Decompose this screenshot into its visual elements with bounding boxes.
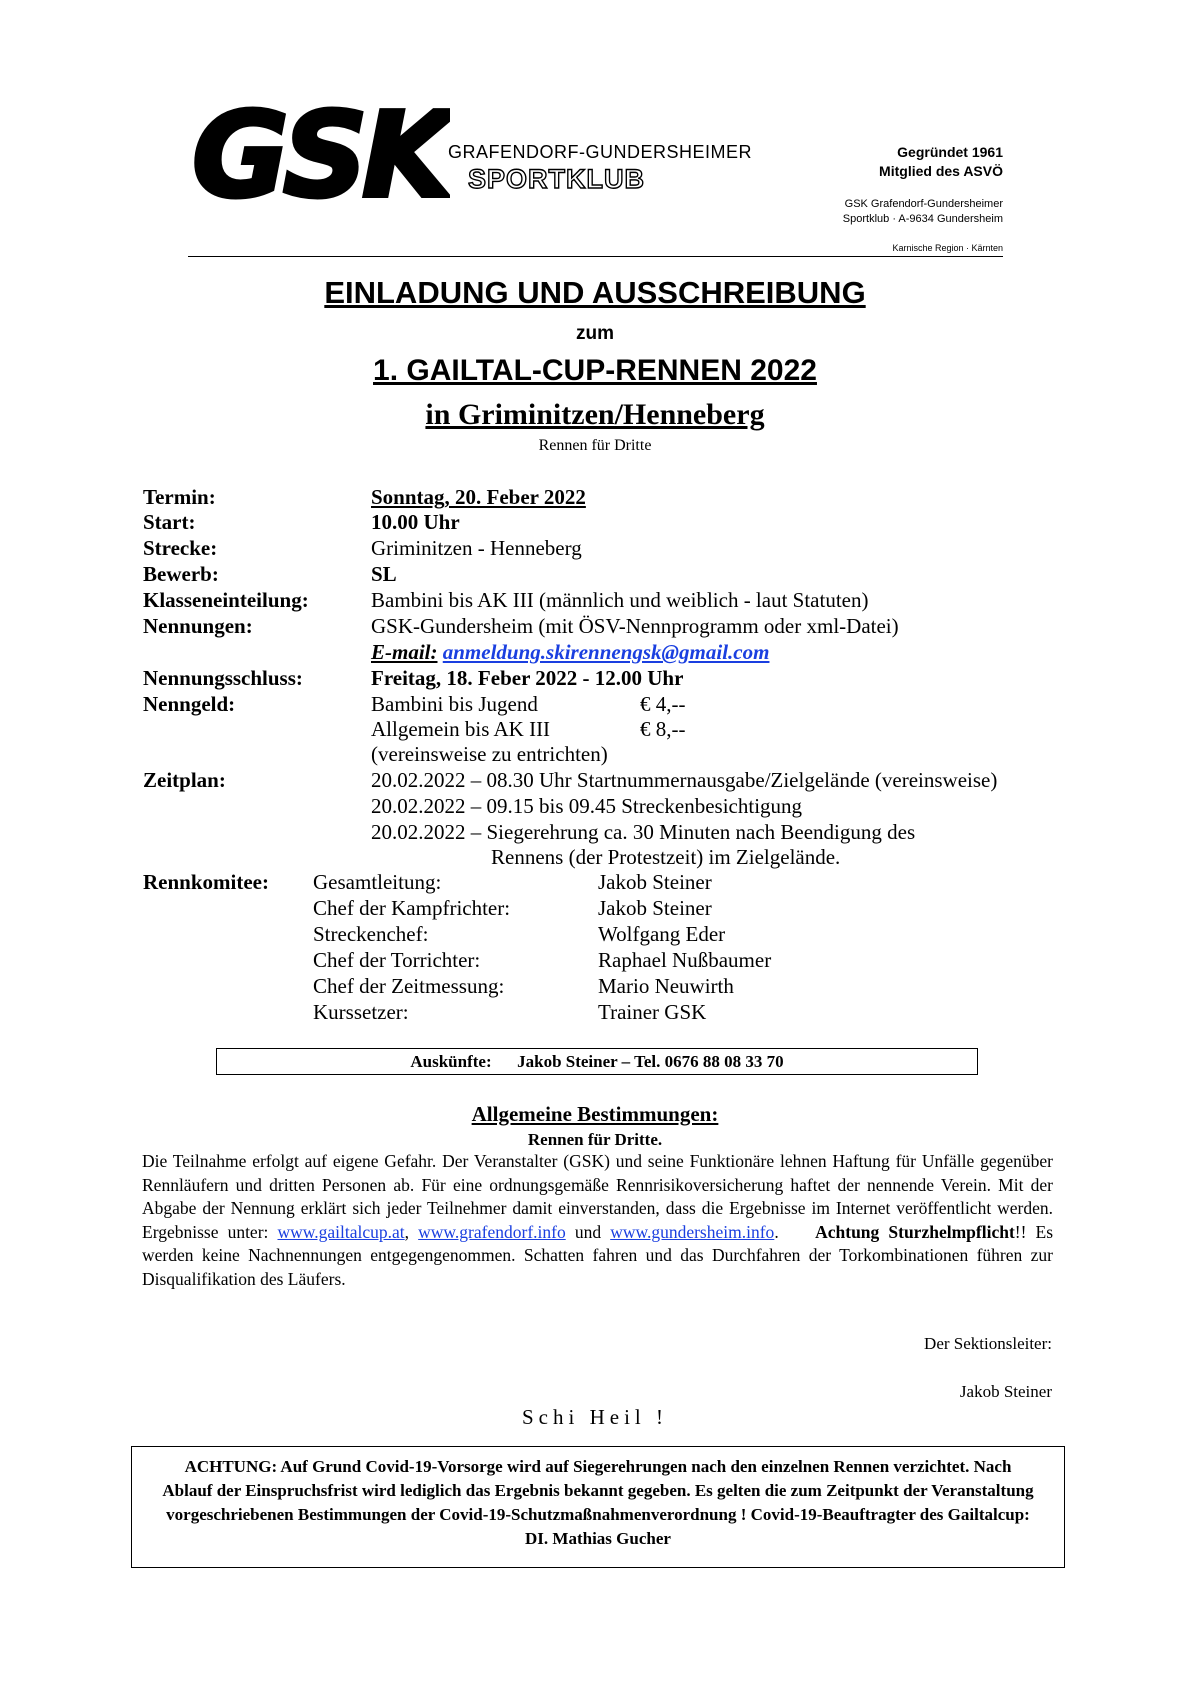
bestimmungen-subtitle: Rennen für Dritte. [527,1130,663,1149]
strecke-label: Strecke: [143,536,218,560]
email-line [371,640,769,665]
club-name-line2: SPORTKLUB [468,164,645,194]
start-label: Start: [143,510,196,534]
nenngeld-row1: Bambini bis Jugend [371,692,538,716]
bewerb-value: SL [371,562,397,586]
schluss-value: Freitag, 18. Feber 2022 - 12.00 Uhr [371,666,684,690]
komitee-role: Gesamtleitung: [313,870,442,894]
komitee-name: Mario Neuwirth [598,974,734,998]
termin-value: Sonntag, 20. Feber 2022 [371,485,586,509]
bewerb-label: Bewerb: [143,562,219,586]
region-text: Karnische Region · Kärnten [892,243,1003,253]
signature-name: Jakob Steiner [959,1382,1052,1401]
title-zum: zum [576,323,614,344]
header-divider [188,256,1003,257]
komitee-name: Jakob Steiner [598,870,712,894]
zeitplan-label: Zeitplan: [143,768,226,792]
komitee-role: Chef der Torrichter: [313,948,481,972]
location-title: in Griminitzen/Henneberg [425,398,765,431]
strecke-value: Griminitzen - Henneberg [371,536,582,560]
founded-text: Gegründet 1961 [897,144,1003,160]
komitee-name: Wolfgang Eder [598,922,726,946]
auskunft-box [216,1048,978,1075]
zeitplan-line1: 20.02.2022 – 08.30 Uhr Startnummernausgabe/Zielgelände (vereinsweise) [371,768,998,792]
auskunft-value: Jakob Steiner – Tel. 0676 88 08 33 70 [517,1052,784,1071]
komitee-role: Chef der Zeitmessung: [313,974,505,998]
member-text: Mitglied des ASVÖ [879,163,1003,179]
komitee-name: Jakob Steiner [598,896,712,920]
komitee-role: Chef der Kampfrichter: [313,896,511,920]
address-line1: GSK Grafendorf-Gundersheimer [844,198,1003,210]
signature-role: Der Sektionsleiter: [924,1334,1052,1353]
klassen-label: Klasseneinteilung: [143,588,309,612]
nenngeld-note: (vereinsweise zu entrichten) [371,742,608,766]
covid-notice-box: ACHTUNG: Auf Grund Covid-19-Vorsorge wird auf Siegerehrungen nach den einzelnen Rennen verzichtet. Nach Ablauf der Einspruchsfrist wird lediglich das Ergebnis bekannt gegeben. Es gelten die zum Zeitpunkt der Veranstaltung vorgeschriebenen Bestimmungen der Covid-19-Schutzmaßnahmenverordnung ! Covid-19-Beauftragter des Gailtalcup: DI. Mathias Gucher [131,1446,1065,1568]
komitee-role: Streckenchef: [313,922,429,946]
schluss-label: Nennungsschluss: [143,666,303,690]
start-value: 10.00 Uhr [371,510,460,534]
race-title: 1. GAILTAL-CUP-RENNEN 2022 [373,354,817,387]
komitee-name: Raphael Nußbaumer [598,948,772,972]
helmet-notice: Achtung Sturzhelmpflicht [815,1221,1015,1242]
nenngeld-row2: Allgemein bis AK III [371,717,551,741]
termin-label: Termin: [143,485,216,509]
auskunft-label: Auskünfte: [410,1052,492,1071]
bestimmungen-title: Allgemeine Bestimmungen: [471,1102,719,1126]
zeitplan-line4: Rennens (der Protestzeit) im Zielgelände. [491,845,841,869]
race-subtitle: Rennen für Dritte [538,437,652,454]
address-line2: Sportklub · A-9634 Gundersheim [842,213,1003,225]
komitee-role: Kurssetzer: [313,1000,409,1024]
gsk-logo [190,88,450,218]
zeitplan-line2: 20.02.2022 – 09.15 bis 09.45 Streckenbesichtigung [371,794,803,818]
link-grafendorf[interactable]: www.grafendorf.info [418,1221,566,1242]
link-gundersheim[interactable]: www.gundersheim.info [610,1221,775,1242]
greeting: Schi Heil ! [522,1405,668,1429]
main-title: EINLADUNG UND AUSSCHREIBUNG [324,275,866,310]
komitee-label: Rennkomitee: [143,870,269,894]
email-label: E-mail: [371,640,438,664]
email-link[interactable]: anmeldung.skirennengsk@gmail.com [442,640,770,664]
nenngeld-amount1: € 4,-- [640,692,686,716]
nenngeld-amount2: € 8,-- [640,717,686,741]
bestimmungen-text: Die Teilnahme erfolgt auf eigene Gefahr. Der Veranstalter (GSK) und seine Funktionäre lehnen Haftung für Unfälle gegenüber Rennläufern und dritten Personen ab. Für eine ordnungsgemäße Rennrisikoversicherung haftet der nennende Verein. Mit der Abgabe der Nennung erklärt sich jeder Teilnehmer damit einverstanden, dass die Ergebnisse im Internet veröffentlicht werden. Ergebnisse unter: www.gailtalcup.at, www.grafendorf.info und www.gundersheim.info. Achtung Sturzhelmpflicht!! Es werden keine Nachnennungen entgegengenommen. Schatten fahren und das Durchfahren der Torkombinationen führen zur Disqualifikation des Läufers. [142,1151,1054,1289]
klassen-value: Bambini bis AK III (männlich und weiblich - laut Statuten) [371,588,869,612]
logo-lettering: GSK [192,88,448,218]
nenngeld-label: Nenngeld: [143,692,236,716]
club-name-line1: GRAFENDORF-GUNDERSHEIMER [448,142,753,162]
nennungen-value: GSK-Gundersheim (mit ÖSV-Nennprogramm oder xml-Datei) [371,614,899,638]
zeitplan-line3: 20.02.2022 – Siegerehrung ca. 30 Minuten nach Beendigung des [371,820,916,844]
nennungen-label: Nennungen: [143,614,253,638]
komitee-name: Trainer GSK [598,1000,707,1024]
link-gailtalcup[interactable]: www.gailtalcup.at [277,1221,405,1242]
